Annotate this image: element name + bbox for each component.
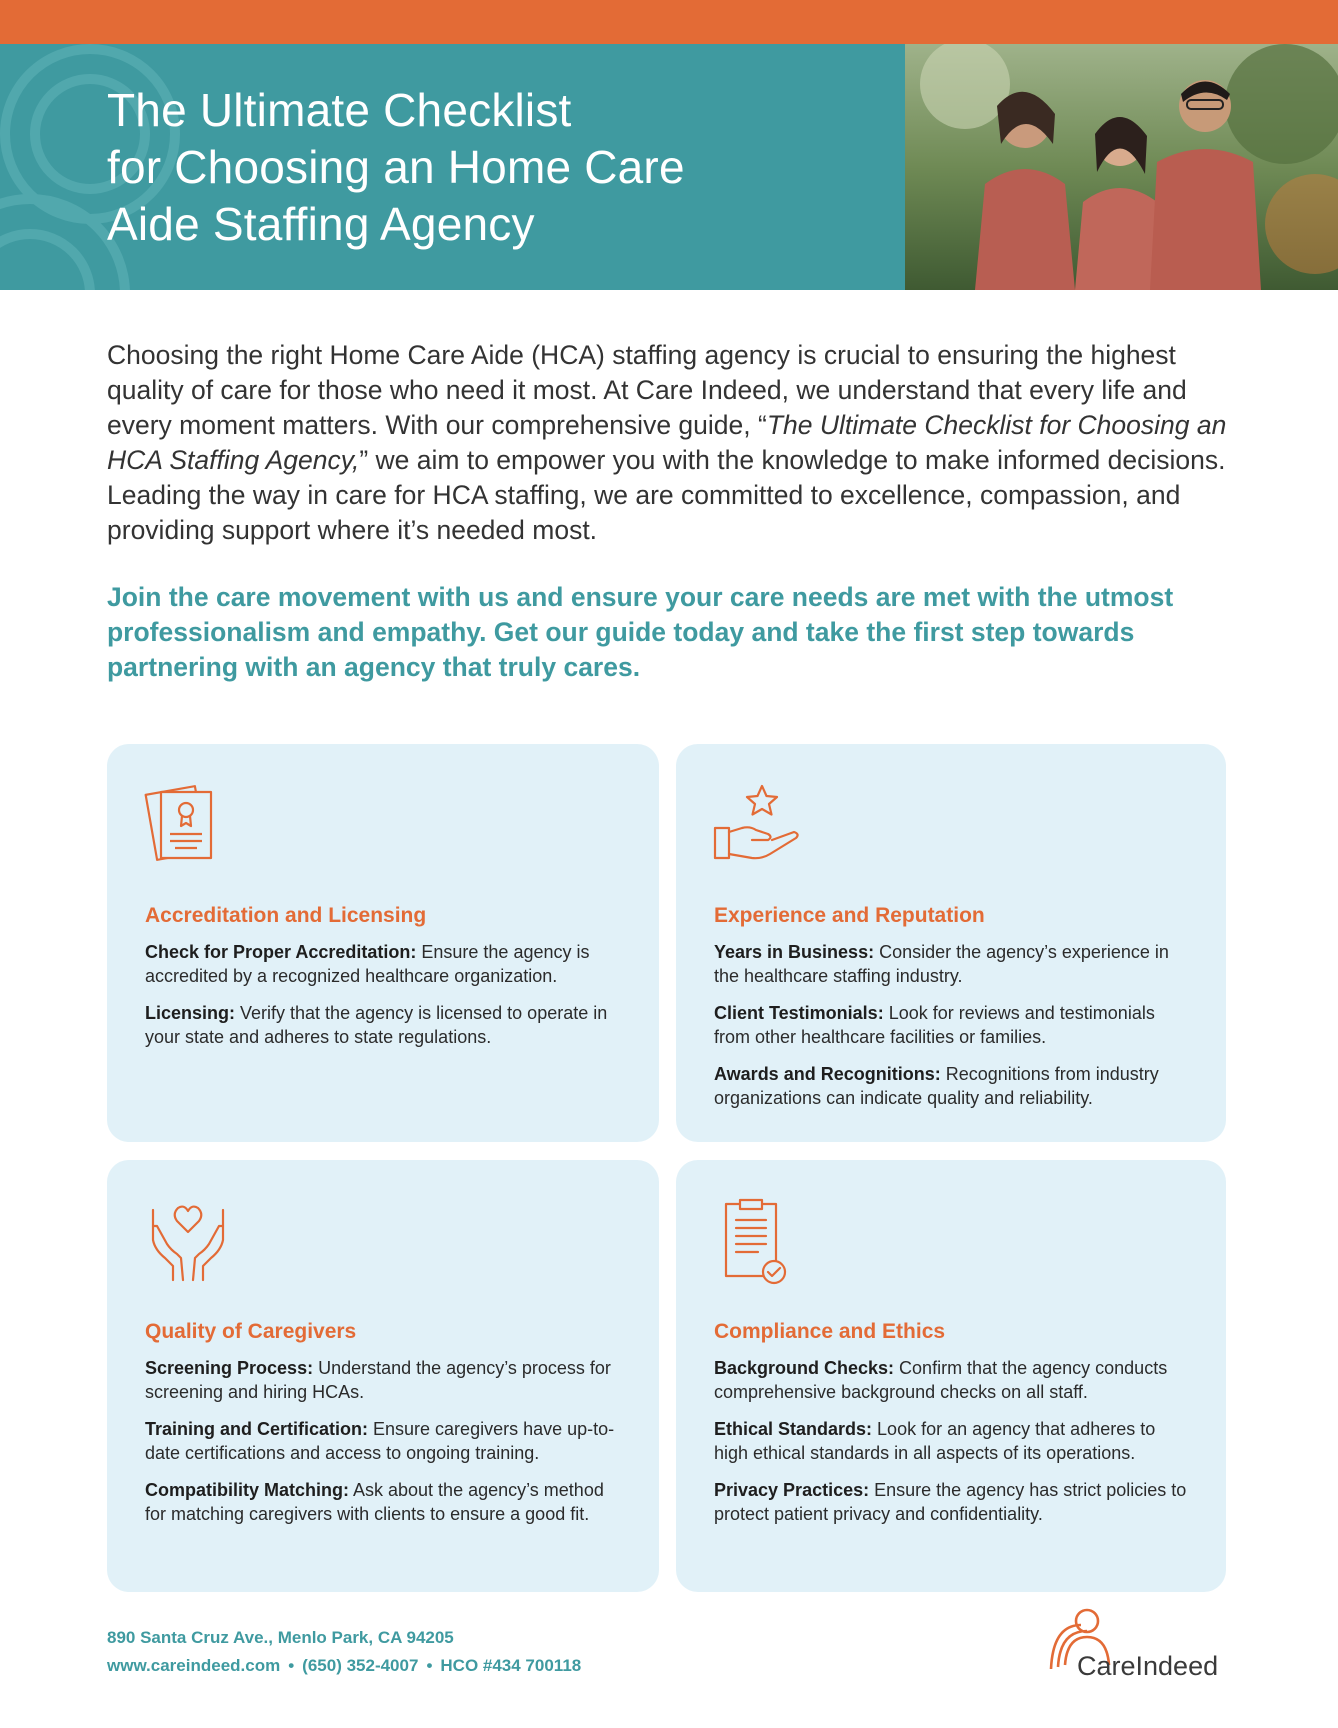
item-text: Verify that the agency is licensed to operate in your state and adheres to state regulations. [145,1003,608,1047]
item-text: Ensure caregivers have up-to-date certifications and access to ongoing training. [145,1419,615,1463]
card-title: Quality of Caregivers [145,1320,357,1343]
item-text: Ensure the agency has strict policies to protect patient privacy and confidentiality. [714,1480,1187,1524]
guide-title-italic: The Ultimate Checklist for Choosing an HCA Staffing Agency, [107,410,1227,475]
item-label: Client Testimonials: [714,1003,884,1023]
item-text: Look for an agency that adheres to high ethical standards in all aspects of its operations. [714,1419,1156,1463]
hero-banner [0,44,1338,290]
item-label: Background Checks: [714,1358,895,1378]
item-label: Training and Certification: [145,1419,369,1439]
item-text: Confirm that the agency conducts comprehensive background checks on all staff. [714,1358,1168,1402]
logo-wordmark: CareIndeed [1077,1651,1219,1681]
item-label: Ethical Standards: [714,1419,873,1439]
address: 890 Santa Cruz Ave., Menlo Park, CA 94205 [107,1628,454,1647]
checklist-item [714,1417,1194,1465]
card-compliance [676,1160,1226,1592]
checklist-item [714,1001,1194,1049]
top-accent-bar [0,0,1338,44]
item-text: Understand the agency’s process for screening and hiring HCAs. [145,1358,611,1402]
checklist-item [145,1478,625,1526]
item-label: Years in Business: [714,942,875,962]
separator: • [426,1656,433,1675]
item-text: Ensure the agency is accredited by a recognized healthcare organization. [145,942,590,986]
card-items [145,940,625,1062]
separator: • [288,1656,295,1675]
intro-text-continued: ” we aim to empower you with the knowledge to make informed decisions. Leading the way in care for HCA staffing, we are committed to excellence, compassion, and providing support where it’s needed most. [107,445,1226,545]
card-quality-caregivers [107,1160,659,1592]
checklist-item [714,1356,1194,1404]
checklist-item [145,1356,625,1404]
card-experience [676,744,1226,1142]
item-text: Consider the agency’s experience in the healthcare staffing industry. [714,942,1169,986]
card-title: Experience and Reputation [714,904,985,927]
checklist-item [714,1478,1194,1526]
phone-number: (650) 352-4007 [302,1656,419,1675]
item-label: Awards and Recognitions: [714,1064,941,1084]
card-accreditation [107,744,659,1142]
item-label: Screening Process: [145,1358,314,1378]
card-items [714,1356,1194,1539]
title-line: The Ultimate Checklist [107,84,572,136]
contact-line [107,1652,581,1680]
call-to-action: Join the care movement with us and ensure your care needs are met with the utmost professionalism and empathy. Get our guide today and take the first step towards partnering with an agency that truly cares. [107,582,1174,682]
card-title: Compliance and Ethics [714,1320,946,1343]
footer-contact [107,1624,581,1680]
item-text: Recognitions from industry organizations can indicate quality and reliability. [714,1064,1159,1108]
item-text: Ask about the agency’s method for matching caregivers with clients to ensure a good fit. [145,1480,604,1524]
checklist-item [714,940,1194,988]
item-label: Compatibility Matching: [145,1480,349,1500]
intro-paragraph [107,338,1237,548]
website-link[interactable]: www.careindeed.com [107,1656,281,1675]
hand-star-icon [712,780,802,870]
title-line: for Choosing an Home Care [107,141,685,193]
card-items [714,940,1194,1123]
page-title [107,82,827,253]
intro-text: Choosing the right Home Care Aide (HCA) staffing agency is crucial to ensuring the highest quality of care for those who need it most. At Care Indeed, we understand that every life and every moment matters. With our comprehensive guide, “ [107,340,1187,440]
card-title: Accreditation and Licensing [145,904,427,927]
hands-heart-icon [143,1196,233,1286]
careindeed-logo [1045,1605,1245,1687]
hco-number: HCO #434 700118 [440,1656,582,1675]
item-label: Privacy Practices: [714,1480,870,1500]
item-text: Look for reviews and testimonials from other healthcare facilities or families. [714,1003,1155,1047]
checklist-item [145,1417,625,1465]
checklist-item [145,940,625,988]
checklist-item [714,1062,1194,1110]
clipboard-check-icon [712,1196,802,1286]
item-label: Licensing: [145,1003,236,1023]
caregivers-photo [905,44,1338,290]
title-line: Aide Staffing Agency [107,198,535,250]
certificate-icon [143,780,233,870]
checklist-item [145,1001,625,1049]
card-items [145,1356,625,1539]
item-label: Check for Proper Accreditation: [145,942,417,962]
